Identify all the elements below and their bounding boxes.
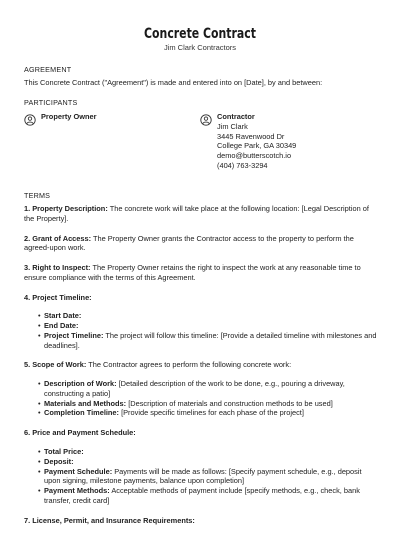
terms-body	[24, 204, 379, 534]
owner-role: Property Owner	[41, 112, 97, 121]
agreement-label: AGREEMENT	[24, 65, 72, 74]
list-item: • Deposit:	[44, 457, 379, 467]
list-item: • Completion Timeline: [Provide specific timelines for each phase of the project]	[44, 408, 379, 418]
list-item: • Description of Work: [Detailed description of the work to be done, e.g., pouring a driveway, constructing a patio]	[44, 379, 379, 399]
contractor-email[interactable]: demo@butterscotch.io	[217, 151, 292, 161]
person-icon	[200, 114, 212, 126]
term-project-timeline: 4. Project Timeline:	[24, 292, 92, 302]
list-item: • Payment Schedule: Payments will be made as follows: [Specify payment schedule, e.g., deposit upon signing, milestone payments, balance upon completion]	[44, 467, 379, 487]
contractor-phone[interactable]: (404) 763-3294	[217, 160, 268, 170]
list-item: • Payment Methods: Acceptable methods of payment include [specify methods, e.g., check, bank transfer, credit card]	[44, 486, 379, 506]
term-property-description: 1. Property Description: The concrete work will take place at the following location: [Legal Description of the Property].	[24, 204, 369, 223]
term-scope-of-work: 5. Scope of Work: The Contractor agrees to perform the following concrete work:	[24, 360, 292, 370]
list-item: • Start Date:	[44, 311, 379, 321]
term-grant-of-access: 2. Grant of Access: The Property Owner grants the Contractor access to the property to perform the agreed-upon work.	[24, 233, 354, 253]
terms-label: TERMS	[24, 191, 51, 200]
contractor-address-line2: College Park, GA 30349	[217, 141, 297, 151]
contractor-name: Jim Clark	[217, 121, 248, 131]
list-item: • Total Price:	[44, 447, 379, 457]
contractor-address-line1: 3445 Ravenwood Dr	[217, 131, 285, 141]
person-icon	[24, 114, 36, 126]
scope-of-work-list	[24, 379, 379, 418]
project-timeline-list	[24, 311, 379, 350]
document-title: Concrete Contract	[144, 26, 256, 42]
contractor-role: Contractor	[217, 112, 255, 121]
term-right-to-inspect: 3. Right to Inspect: The Property Owner retains the right to inspect the work at any reasonable time to ensure compliance with the terms of this Agreement.	[24, 263, 361, 282]
participants-label: PARTICIPANTS	[24, 98, 78, 107]
term-license-permit-insurance: 7. License, Permit, and Insurance Requirements:	[24, 515, 195, 525]
list-item: • Project Timeline: The project will follow this timeline: [Provide a detailed timeline with milestones and deadlines].	[44, 331, 379, 351]
agreement-text: This Concrete Contract ("Agreement") is made and entered into on [Date], by and between:	[24, 78, 323, 87]
list-item: • End Date:	[44, 321, 379, 331]
price-payment-list	[24, 447, 379, 506]
document-subtitle: Jim Clark Contractors	[163, 43, 237, 52]
list-item: • Materials and Methods: [Description of materials and construction methods to be used]	[44, 399, 379, 409]
term-price-and-payment: 6. Price and Payment Schedule:	[24, 428, 136, 438]
